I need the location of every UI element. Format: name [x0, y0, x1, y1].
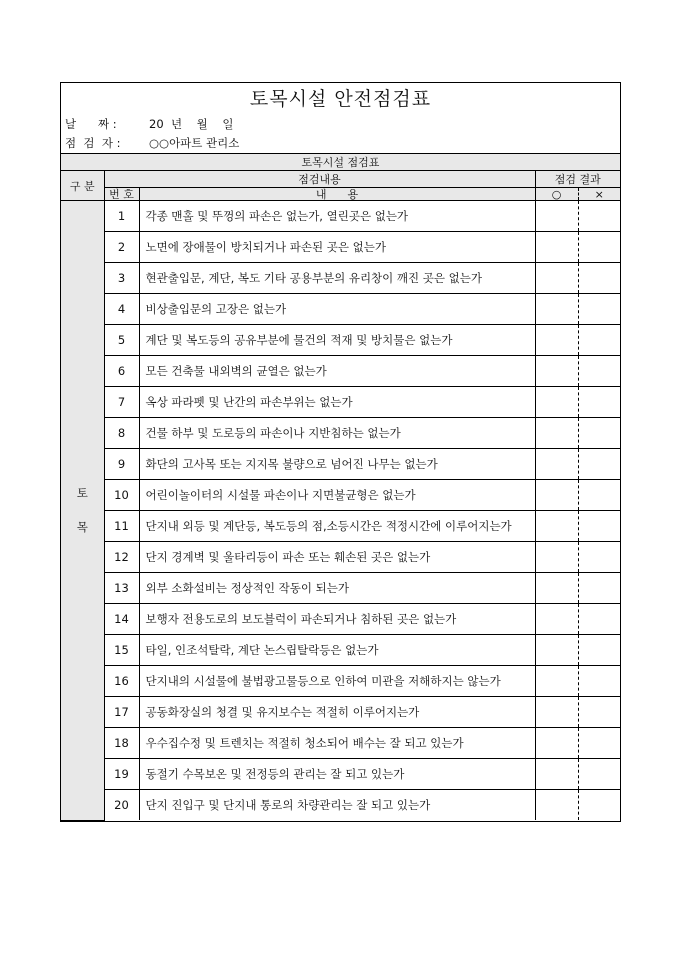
table-row	[61, 418, 620, 449]
inspection-table	[61, 153, 620, 821]
result-o-cell[interactable]	[535, 325, 578, 356]
col-no-header: 번 호	[104, 188, 139, 201]
table-row	[61, 542, 620, 573]
item-text: 동절기 수목보온 및 전정등의 관리는 잘 되고 있는가	[139, 759, 535, 790]
table-row	[61, 449, 620, 480]
result-x-cell[interactable]	[578, 604, 620, 635]
inspector-label: 점 검 자 :	[65, 136, 121, 150]
table-row	[61, 666, 620, 697]
result-o-cell[interactable]	[535, 294, 578, 325]
result-o-cell[interactable]	[535, 387, 578, 418]
item-number: 18	[104, 728, 139, 759]
item-text: 모든 건축물 내외벽의 균열은 없는가	[139, 356, 535, 387]
item-number: 10	[104, 480, 139, 511]
col-x-header: ×	[578, 188, 620, 201]
result-o-cell[interactable]	[535, 759, 578, 790]
table-row	[61, 294, 620, 325]
category-char: 토	[76, 486, 88, 501]
result-x-cell[interactable]	[578, 790, 620, 821]
item-number: 4	[104, 294, 139, 325]
result-x-cell[interactable]	[578, 573, 620, 604]
result-o-cell[interactable]	[535, 480, 578, 511]
date-label: 날 짜 :	[65, 117, 117, 131]
item-text: 공동화장실의 청결 및 유지보수는 적절히 이루어지는가	[139, 697, 535, 728]
table-row	[61, 511, 620, 542]
col-content-header: 점검내용	[104, 171, 535, 188]
result-o-cell[interactable]	[535, 728, 578, 759]
item-text: 계단 및 복도등의 공유부분에 물건의 적재 및 방치물은 없는가	[139, 325, 535, 356]
item-number: 2	[104, 232, 139, 263]
result-x-cell[interactable]	[578, 263, 620, 294]
table-row	[61, 325, 620, 356]
result-x-cell[interactable]	[578, 201, 620, 232]
result-x-cell[interactable]	[578, 232, 620, 263]
item-text: 현관출입문, 계단, 복도 기타 공용부분의 유리창이 깨진 곳은 없는가	[139, 263, 535, 294]
item-text: 타일, 인조석탈락, 계단 논스립탈락등은 없는가	[139, 635, 535, 666]
date-line	[61, 115, 620, 134]
result-o-cell[interactable]	[535, 635, 578, 666]
result-x-cell[interactable]	[578, 387, 620, 418]
result-x-cell[interactable]	[578, 294, 620, 325]
item-number: 12	[104, 542, 139, 573]
col-result-header: 점검 결과	[535, 171, 620, 188]
item-text: 각종 맨홀 및 뚜껑의 파손은 없는가, 열린곳은 없는가	[139, 201, 535, 232]
col-item-header: 내 용	[139, 188, 535, 201]
item-rows	[61, 201, 620, 821]
col-o-header: ○	[535, 188, 578, 201]
result-o-cell[interactable]	[535, 356, 578, 387]
result-o-cell[interactable]	[535, 666, 578, 697]
category-char: 목	[76, 520, 88, 535]
item-number: 17	[104, 697, 139, 728]
item-text: 우수집수정 및 트렌치는 적절히 청소되어 배수는 잘 되고 있는가	[139, 728, 535, 759]
table-row	[61, 201, 620, 232]
result-x-cell[interactable]	[578, 480, 620, 511]
item-number: 13	[104, 573, 139, 604]
result-o-cell[interactable]	[535, 418, 578, 449]
item-number: 7	[104, 387, 139, 418]
item-text: 노면에 장애물이 방치되거나 파손된 곳은 없는가	[139, 232, 535, 263]
result-x-cell[interactable]	[578, 325, 620, 356]
item-number: 6	[104, 356, 139, 387]
item-number: 15	[104, 635, 139, 666]
item-number: 3	[104, 263, 139, 294]
result-x-cell[interactable]	[578, 542, 620, 573]
result-o-cell[interactable]	[535, 511, 578, 542]
inspector-line	[61, 134, 620, 153]
table-row	[61, 356, 620, 387]
table-row	[61, 263, 620, 294]
item-text: 외부 소화설비는 정상적인 작동이 되는가	[139, 573, 535, 604]
result-x-cell[interactable]	[578, 511, 620, 542]
item-text: 단지 경계벽 및 울타리등이 파손 또는 훼손된 곳은 없는가	[139, 542, 535, 573]
result-o-cell[interactable]	[535, 449, 578, 480]
item-number: 11	[104, 511, 139, 542]
result-x-cell[interactable]	[578, 418, 620, 449]
result-o-cell[interactable]	[535, 604, 578, 635]
result-o-cell[interactable]	[535, 573, 578, 604]
table-row	[61, 759, 620, 790]
result-o-cell[interactable]	[535, 697, 578, 728]
item-text: 보행자 전용도로의 보도블럭이 파손되거나 침하된 곳은 없는가	[139, 604, 535, 635]
item-number: 19	[104, 759, 139, 790]
item-number: 8	[104, 418, 139, 449]
result-x-cell[interactable]	[578, 759, 620, 790]
date-value: 20 년 월 일	[149, 117, 234, 131]
category-cell	[61, 201, 104, 821]
table-row	[61, 232, 620, 263]
section-header: 토목시설 점검표	[61, 154, 620, 171]
item-text: 단지 진입구 및 단지내 통로의 차량관리는 잘 되고 있는가	[139, 790, 535, 821]
item-text: 단지내 외등 및 계단등, 복도등의 점,소등시간은 적정시간에 이루어지는가	[139, 511, 535, 542]
item-text: 화단의 고사목 또는 지지목 불량으로 넘어진 나무는 없는가	[139, 449, 535, 480]
item-text: 비상출입문의 고장은 없는가	[139, 294, 535, 325]
table-row	[61, 604, 620, 635]
item-number: 9	[104, 449, 139, 480]
item-number: 5	[104, 325, 139, 356]
result-x-cell[interactable]	[578, 449, 620, 480]
table-row	[61, 790, 620, 821]
item-number: 14	[104, 604, 139, 635]
table-row	[61, 387, 620, 418]
inspector-value: ○○아파트 관리소	[149, 136, 240, 150]
result-o-cell[interactable]	[535, 790, 578, 821]
result-o-cell[interactable]	[535, 542, 578, 573]
result-o-cell[interactable]	[535, 263, 578, 294]
document-title: 토목시설 안전점검표	[249, 88, 432, 110]
result-x-cell[interactable]	[578, 697, 620, 728]
result-x-cell[interactable]	[578, 635, 620, 666]
item-text: 어린이놀이터의 시설물 파손이나 지면불균형은 없는가	[139, 480, 535, 511]
col-gubun-header: 구 분	[61, 171, 104, 201]
result-o-cell[interactable]	[535, 232, 578, 263]
item-number: 16	[104, 666, 139, 697]
item-number: 20	[104, 790, 139, 821]
table-row	[61, 635, 620, 666]
item-number: 1	[104, 201, 139, 232]
item-text: 옥상 파라펫 및 난간의 파손부위는 없는가	[139, 387, 535, 418]
result-o-cell[interactable]	[535, 201, 578, 232]
inspection-sheet	[60, 82, 621, 822]
result-x-cell[interactable]	[578, 356, 620, 387]
result-x-cell[interactable]	[578, 728, 620, 759]
table-row	[61, 728, 620, 759]
item-text: 단지내의 시설물에 불법광고물등으로 인하여 미관을 저해하지는 않는가	[139, 666, 535, 697]
table-row	[61, 697, 620, 728]
table-row	[61, 480, 620, 511]
item-text: 건물 하부 및 도로등의 파손이나 지반침하는 없는가	[139, 418, 535, 449]
result-x-cell[interactable]	[578, 666, 620, 697]
table-row	[61, 573, 620, 604]
